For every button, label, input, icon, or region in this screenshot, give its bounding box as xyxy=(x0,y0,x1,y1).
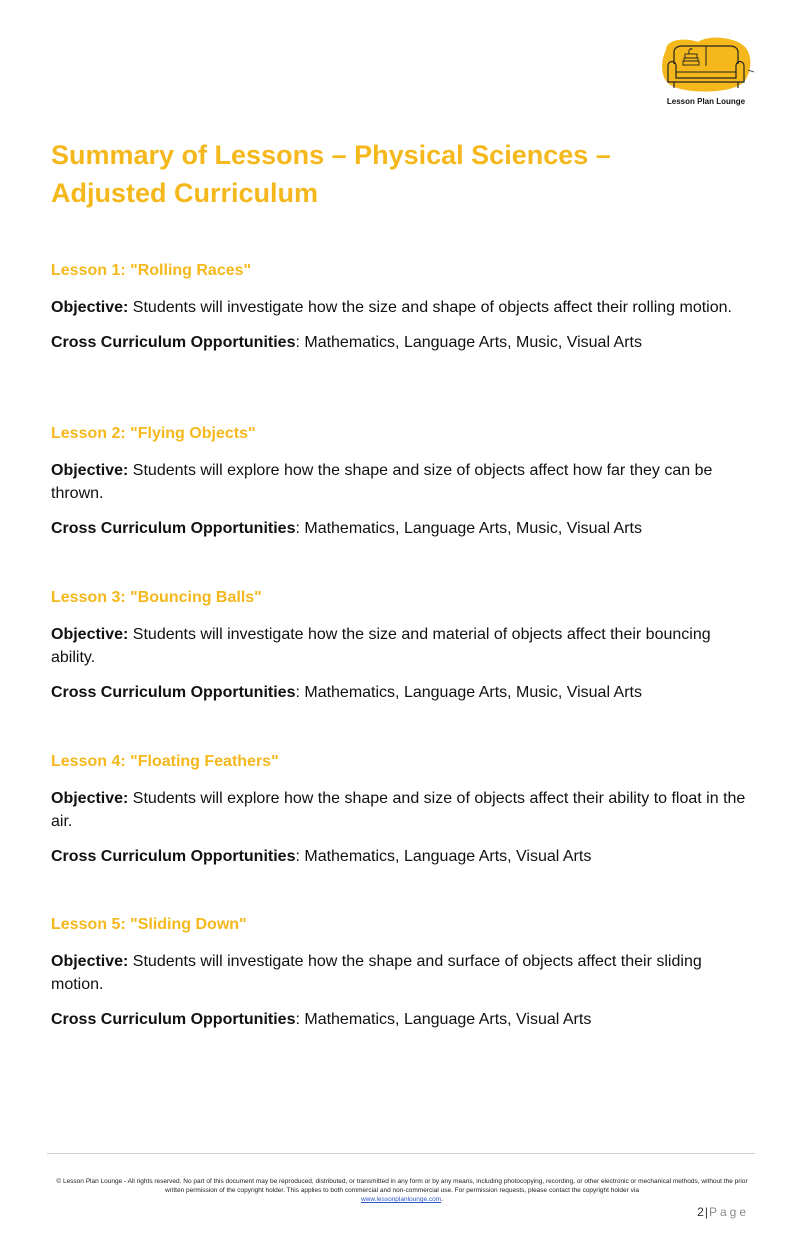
cross-curriculum-label: Cross Curriculum Opportunities xyxy=(51,684,296,701)
objective-text: Students will investigate how the size and shape of objects affect their rolling motion. xyxy=(128,299,732,316)
lesson-objective xyxy=(51,296,751,319)
footer-divider xyxy=(47,1153,755,1154)
page-word: Page xyxy=(708,1205,749,1219)
lesson-objective xyxy=(51,459,751,505)
objective-text: Students will investigate how the size and material of objects affect their bouncing ability. xyxy=(51,626,711,666)
lesson-objective xyxy=(51,623,751,669)
lesson-objective xyxy=(51,787,751,833)
lesson-4 xyxy=(51,752,751,868)
brand-logo xyxy=(658,36,754,112)
lesson-heading: Lesson 5: "Sliding Down" xyxy=(51,916,247,933)
lesson-cross-curriculum xyxy=(51,517,751,540)
sofa-with-books-icon xyxy=(658,36,754,96)
page-title-line2: Adjusted Curriculum xyxy=(51,178,319,208)
page-number-value: 2 xyxy=(697,1205,704,1219)
lesson-5 xyxy=(51,915,751,1031)
cross-curriculum-label: Cross Curriculum Opportunities xyxy=(51,520,296,537)
cross-curriculum-text: : Mathematics, Language Arts, Music, Visual Arts xyxy=(295,520,642,537)
brand-name: Lesson Plan Lounge xyxy=(666,97,746,106)
lesson-3 xyxy=(51,588,751,704)
objective-text: Students will explore how the shape and size of objects affect how far they can be thrown. xyxy=(51,462,713,502)
cross-curriculum-text: : Mathematics, Language Arts, Music, Visual Arts xyxy=(295,684,642,701)
objective-label: Objective: xyxy=(51,790,129,807)
lesson-heading: Lesson 3: "Bouncing Balls" xyxy=(51,589,262,606)
lesson-heading: Lesson 4: "Floating Feathers" xyxy=(51,753,279,770)
copyright-end: . xyxy=(441,1196,444,1203)
lesson-heading: Lesson 1: "Rolling Races" xyxy=(51,262,252,279)
page-number-separator: | xyxy=(704,1205,708,1219)
objective-label: Objective: xyxy=(51,953,129,970)
lesson-cross-curriculum xyxy=(51,845,751,868)
cross-curriculum-text: : Mathematics, Language Arts, Music, Visual Arts xyxy=(295,334,642,351)
objective-text: Students will investigate how the shape and surface of objects affect their sliding motion. xyxy=(51,953,702,993)
cross-curriculum-label: Cross Curriculum Opportunities xyxy=(51,1011,296,1028)
lesson-objective xyxy=(51,950,751,996)
page-number xyxy=(697,1205,749,1219)
objective-label: Objective: xyxy=(51,299,129,316)
cross-curriculum-text: : Mathematics, Language Arts, Visual Arts xyxy=(295,1011,592,1028)
cross-curriculum-label: Cross Curriculum Opportunities xyxy=(51,848,296,865)
page-title-line1: Summary of Lessons – Physical Sciences – xyxy=(51,140,611,170)
objective-label: Objective: xyxy=(51,626,129,643)
objective-text: Students will explore how the shape and size of objects affect their ability to float in the air. xyxy=(51,790,746,830)
footer-copyright xyxy=(54,1177,750,1204)
website-link[interactable]: www.lessonplanlounge.com xyxy=(360,1196,442,1203)
lesson-heading: Lesson 2: "Flying Objects" xyxy=(51,425,256,442)
page-title xyxy=(51,136,691,212)
lesson-2 xyxy=(51,424,751,540)
lesson-1 xyxy=(51,261,751,354)
objective-label: Objective: xyxy=(51,462,129,479)
copyright-text: © Lesson Plan Lounge - All rights reserved. No part of this document may be reproduced, distributed, or transmitted in any form or by any means, including photocopying, recording, or other electronic or mechanical methods, without the prior written permission of the copyright holder. This applies to both commercial and non-commercial use. For permission requests, please contact the copyright holder via xyxy=(56,1178,748,1194)
cross-curriculum-label: Cross Curriculum Opportunities xyxy=(51,334,296,351)
lesson-cross-curriculum xyxy=(51,681,751,704)
cross-curriculum-text: : Mathematics, Language Arts, Visual Arts xyxy=(295,848,592,865)
lesson-cross-curriculum xyxy=(51,331,751,354)
lesson-cross-curriculum xyxy=(51,1008,751,1031)
